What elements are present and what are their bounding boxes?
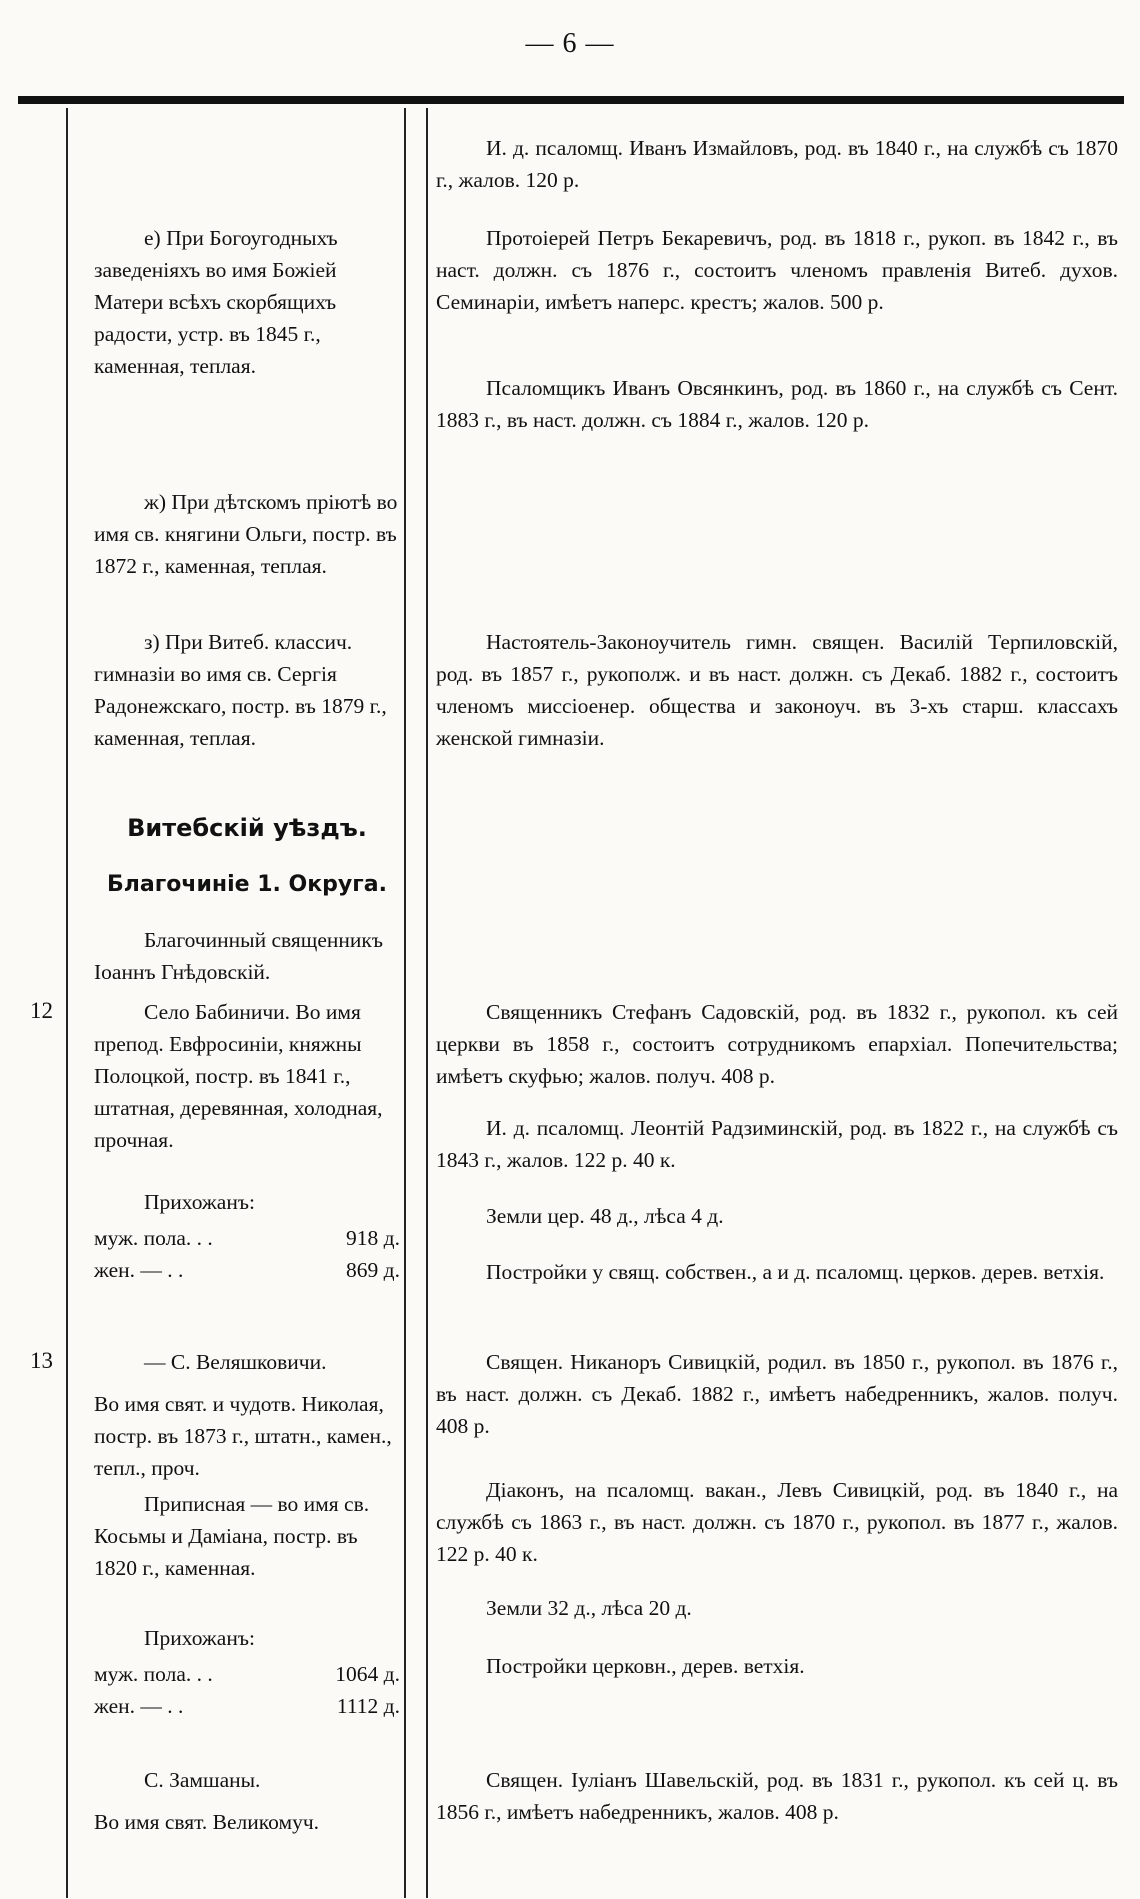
column-divider-left xyxy=(66,108,68,1898)
dean-text: Благочинный священникъ Iоаннъ Гнѣдовскiй. xyxy=(94,928,383,984)
institution-z: з) При Витеб. классич. гимназiи во имя св. Сергiя Радонежскаго, постр. въ 1879 г., каменная, теплая. xyxy=(94,630,387,750)
parishioners-label-13: Прихожанъ: xyxy=(144,1626,255,1650)
parish-12-male-row xyxy=(94,1222,400,1254)
entry-r2: Протоiерей Петръ Бекаревичъ, род. въ 1818 г., рукоп. въ 1842 г., въ наст. должн. съ 1876 г., состоитъ членомъ правленiя Витеб. духов. Семинарiи, имѣетъ наперс. крестъ; жалов. 500 р. xyxy=(436,226,1118,314)
district-heading: Витебскiй уѣздъ. xyxy=(127,814,367,842)
top-rule xyxy=(18,96,1124,104)
female-value: 869 д. xyxy=(346,1258,400,1282)
parish-number-13: 13 xyxy=(30,1348,53,1373)
entry-r13: Священ. Iулiанъ Шавельскiй, род. въ 1831 г., рукопол. къ сей ц. въ 1856 г., имѣетъ набедренникъ, жалов. 408 р. xyxy=(436,1768,1118,1824)
entry-r4: Настоятель-Законоучитель гимн. священ. Василiй Терпиловскiй, род. въ 1857 г., рукополж. и въ наст. должн. съ Декаб. 1882 г., состоитъ членомъ миссiоенер. общества и законоуч. въ 3-хъ старш. классахъ женской гимназiи. xyxy=(436,630,1118,750)
female-value: 1112 д. xyxy=(336,1694,400,1718)
parish-number-12: 12 xyxy=(30,998,53,1023)
entry-r11: Земли 32 д., лѣса 20 д. xyxy=(486,1596,692,1620)
entry-r8: Постройки у свящ. собствен., а и д. псаломщ. церков. дерев. ветхiя. xyxy=(486,1260,1105,1284)
parish-13-male-row xyxy=(94,1658,400,1690)
column-divider-middle-a xyxy=(404,108,406,1898)
parish-12-stats xyxy=(94,1222,400,1286)
entry-r12: Постройки церковн., дерев. ветхiя. xyxy=(486,1654,805,1678)
entry-r6: И. д. псаломщ. Леонтiй Радзиминскiй, род. въ 1822 г., на службѣ съ 1843 г., жалов. 122 р. 40 к. xyxy=(436,1116,1118,1172)
institution-e: е) При Богоугодныхъ заведенiяхъ во имя Божiей Матери всѣхъ скорбящихъ радости, устр. въ 1845 г., каменная, теплая. xyxy=(94,226,338,378)
male-label: муж. пола. . . xyxy=(94,1226,213,1250)
male-value: 918 д. xyxy=(346,1226,400,1250)
entry-r5: Священникъ Стефанъ Садовскiй, род. въ 1832 г., рукопол. къ сей церкви въ 1858 г., состоитъ сотрудникомъ епархiал. Попечительства; имѣетъ скуфью; жалов. получ. 408 р. xyxy=(436,1000,1118,1088)
female-label: жен. — . . xyxy=(94,1258,184,1282)
column-divider-middle-b xyxy=(426,108,428,1898)
female-label: жен. — . . xyxy=(94,1694,184,1718)
parish-13-title: — С. Веляшковичи. xyxy=(144,1350,327,1374)
male-value: 1064 д. xyxy=(335,1662,400,1686)
parish-12-female-row xyxy=(94,1254,400,1286)
deanery-heading: Благочинiе 1. Округа. xyxy=(107,872,387,897)
parish-12-text: Село Бабиничи. Во имя препод. Евфросинiи, княжны Полоцкой, постр. въ 1841 г., штатная, деревянная, холодная, прочная. xyxy=(94,1000,383,1152)
institution-zh: ж) При дѣтскомъ прiютѣ во имя св. княгини Ольги, постр. въ 1872 г., каменная, теплая. xyxy=(94,490,398,578)
entry-r1: И. д. псаломщ. Иванъ Измайловъ, род. въ 1840 г., на службѣ съ 1870 г., жалов. 120 р. xyxy=(436,136,1118,192)
page-number: — 6 — xyxy=(525,28,615,59)
zamshany-text: Во имя свят. Великомуч. xyxy=(94,1810,320,1834)
zamshany-title: С. Замшаны. xyxy=(144,1768,261,1792)
male-label: муж. пола. . . xyxy=(94,1662,213,1686)
entry-r7: Земли цер. 48 д., лѣса 4 д. xyxy=(486,1204,724,1228)
entry-r9: Священ. Никаноръ Сивицкiй, родил. въ 1850 г., рукопол. въ 1876 г., въ наст. должн. съ Декаб. 1882 г., имѣетъ набедренникъ, жалов. получ. 408 р. xyxy=(436,1350,1118,1438)
parish-13-stats xyxy=(94,1658,400,1722)
entry-r10: Дiаконъ, на псаломщ. вакан., Левъ Сивицкiй, род. въ 1840 г., на службѣ съ 1863 г., въ наст. должн. съ 1870 г., рукопол. въ 1877 г., жалов. 122 р. 40 к. xyxy=(436,1478,1118,1566)
entry-r3: Псаломщикъ Иванъ Овсянкинъ, род. въ 1860 г., на службѣ съ Сент. 1883 г., въ наст. должн. съ 1884 г., жалов. 120 р. xyxy=(436,376,1118,432)
parishioners-label-12: Прихожанъ: xyxy=(144,1190,255,1214)
parish-13-female-row xyxy=(94,1690,400,1722)
parish-13-assigned: Приписная — во имя св. Косьмы и Дамiана, постр. въ 1820 г., каменная. xyxy=(94,1492,370,1580)
parish-13-text: Во имя свят. и чудотв. Николая, постр. въ 1873 г., штатн., камен., тепл., проч. xyxy=(94,1392,392,1480)
